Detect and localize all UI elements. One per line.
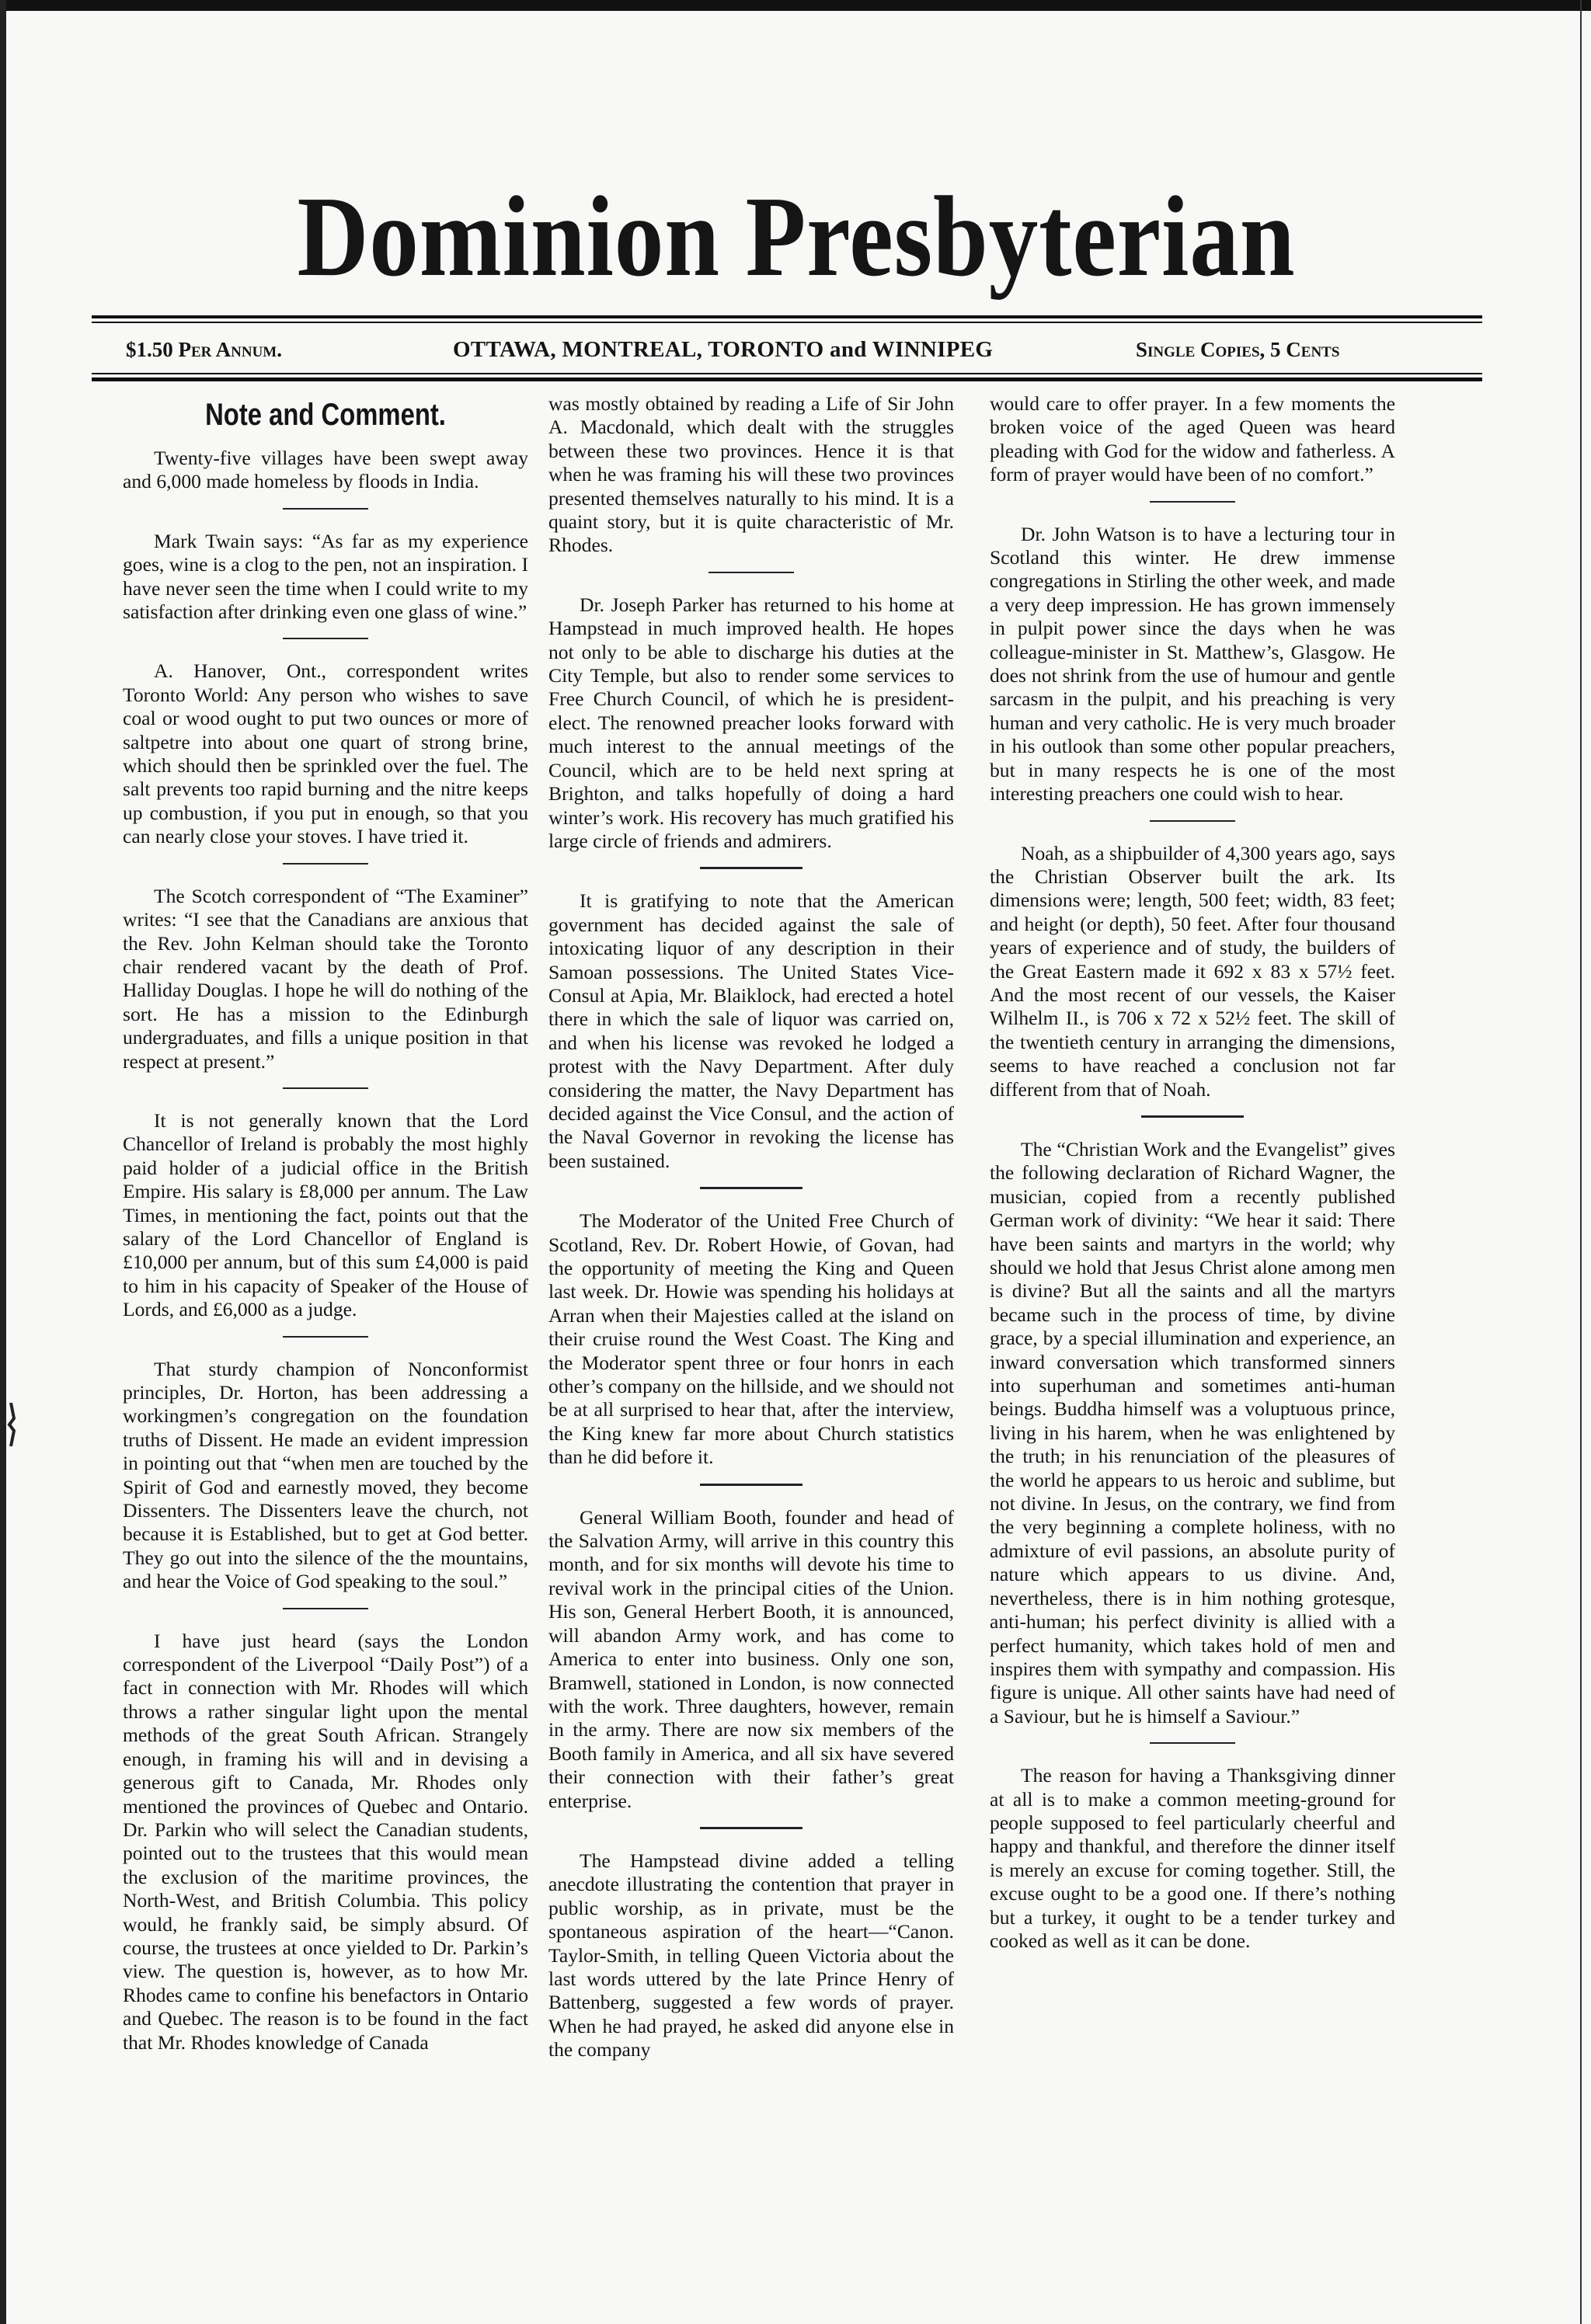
article-separator bbox=[1141, 1115, 1244, 1118]
subscription-price: $1.50 Per Annum. bbox=[126, 338, 282, 361]
article-paragraph: A. Hanover, Ont., correspondent writes Toronto World: Any person who wishes to save coal or wood ought to put two ounces or more of saltpetre into about one quart of strong brine, which should then be sprinkled over the fuel. The salt prevents too rapid burning and the nitre keeps up combustion, if you put in enough, so that you can nearly close your stoves. I have tried it. bbox=[123, 659, 528, 848]
article-paragraph: The Moderator of the United Free Church of Scotland, Rev. Dr. Robert Howie, of Govan, had the opportunity of meeting the King and Queen last week. Dr. Howie was spending his holidays at Arran when their Majesties called at the island on their cruise round the West Coast. The King and the Moderator spent three or four honrs in each other’s company on the hillside, and we should not be at all surprised to hear that, after the interview, the King knew far more about Church statistics than he did before it. bbox=[548, 1209, 954, 1469]
article-separator bbox=[283, 1087, 368, 1089]
article-paragraph: It is gratifying to note that the American government has decided against the sale of intoxicating liquor of any description in their Samoan possessions. The United States Vice-Consul at Apia, Mr. Blaiklock, had erected a hotel there in which the sale of liquor was carried on, and when his license was revoked he lodged a protest with the Navy Department. After duly considering the matter, the Navy Department has decided against the Vice Consul, and the action of the Naval Governor in revoking the license has been sustained. bbox=[548, 889, 954, 1172]
article-separator bbox=[283, 1336, 368, 1338]
article-paragraph: General William Booth, founder and head of the Salvation Army, will arrive in this country this month, and for six months will devote his time to revival work in the principal cities of the Union. His son, General Herbert Booth, it is announced, will abandon Army work, and has come to America to enter into business. Only one son, Bramwell, stationed in London, is now connected with the work. Three daughters, however, remain in the army. There are now six members of the Booth family in America, and all six have severed their connection with their father’s great enterprise. bbox=[548, 1505, 954, 1812]
article-separator bbox=[1150, 820, 1235, 822]
masthead-rule-bottom-thin bbox=[92, 373, 1482, 374]
article-separator bbox=[1150, 501, 1235, 503]
article-paragraph: Dr. John Watson is to have a lecturing tour in Scotland this winter. He drew immense congregations in Stirling the other week, and made a very deep impression. He has grown immensely in pulpit power since the days when he was colleague-minister in St. Matthew’s, Glasgow. He does not shrink from the use of humour and gentle sarcasm in the pulpit, and his preaching is very human and very catholic. He is very much broader in his outlook than some other popular preachers, but in many respects he is one of the most interesting preachers one could wish to hear. bbox=[990, 522, 1395, 805]
masthead-rule-top-thin bbox=[92, 322, 1482, 323]
single-copy-price: Single Copies, 5 Cents bbox=[1136, 338, 1340, 361]
article-paragraph: Twenty-five villages have been swept away and 6,000 made homeless by floods in India. bbox=[123, 447, 528, 493]
masthead-rule-top bbox=[92, 315, 1482, 318]
cities-line: OTTAWA, MONTREAL, TORONTO and WINNIPEG bbox=[453, 337, 994, 362]
article-separator bbox=[700, 1484, 802, 1486]
article-paragraph: Noah, as a shipbuilder of 4,300 years ago, says the Christian Observer built the ark. Its dimensions were; length, 500 feet; width, 83 feet; and height (or depth), 50 feet. After four thousand years of experience and of study, the builders of the Great Eastern made it 692 x 83 x 57½ feet. And the most recent of our vessels, the Kaiser Wilhelm II., is 706 x 72 x 52½ feet. The skill of the twentieth century in arranging the dimensions, seems to have reached a conclusion not far different from that of Noah. bbox=[990, 841, 1395, 1101]
section-heading: Note and Comment. bbox=[205, 398, 446, 432]
article-paragraph: Mark Twain says: “As far as my experience goes, wine is a clog to the pen, not an inspiration. I have never seen the time when I could write to my satisfaction after drinking even one glass of wine.” bbox=[123, 529, 528, 624]
article-separator bbox=[283, 508, 368, 510]
article-separator bbox=[283, 638, 368, 639]
article-separator bbox=[700, 867, 802, 869]
column-2 bbox=[548, 392, 954, 2202]
article-paragraph: The “Christian Work and the Evangelist” gives the following declaration of Richard Wagner, the musician, copied from a recently published German work of divinity: “We hear it said: There have been saints and martyrs in the world; why should we hold that Jesus Christ alone among men is divine? But all the saints and all the martyrs became such in the process of time, by divine grace, by a special illumination and experience, an inward conversation which transformed sinners into superhuman and sometimes anti-human beings. Buddha himself was a voluptuous prince, living in his harem, when he was enlightened by the truth; in his renunciation of the pleasures of the world he appears to us heroic and sublime, but not divine. In Jesus, on the contrary, we find from the very beginning a complete holiness, with no admixture of evil passions, an absolute purity of nature which appears to us divine. And, nevertheless, there is in him nothing grotesque, anti-human; his perfect divinity is allied with a perfect humanity, which takes hold of men and inspires them with sympathy and compassion. His figure is unique. All other saints have had need of a Saviour, but he is himself a Saviour.” bbox=[990, 1137, 1395, 1727]
margin-mark-icon bbox=[5, 1403, 17, 1446]
article-separator bbox=[283, 1608, 368, 1609]
article-separator bbox=[1150, 1742, 1235, 1744]
column-1 bbox=[123, 392, 528, 2202]
article-paragraph: The Scotch correspondent of “The Examiner” writes: “I see that the Canadians are anxious that the Rev. John Kelman should take the Toronto chair rendered vacant by the death of Prof. Halliday Douglas. I hope he will do nothing of the sort. He has a mission to the Edinburgh undergraduates, and fills a unique position in that respect at present.” bbox=[123, 884, 528, 1073]
article-separator bbox=[700, 1187, 802, 1189]
article-separator bbox=[708, 572, 794, 573]
top-border bbox=[0, 0, 1591, 11]
article-paragraph: would care to offer prayer. In a few moments the broken voice of the aged Queen was heard pleading with God for the widow and fatherless. A form of prayer would have been of no comfort.” bbox=[990, 392, 1395, 486]
article-separator bbox=[700, 1827, 802, 1829]
column-3 bbox=[990, 392, 1395, 2202]
article-paragraph: The reason for having a Thanksgiving dinner at all is to make a common meeting-ground for people supposed to feel particularly cheerful and happy and thankful, and therefore the dinner itself is merely an excuse for coming together. Still, the excuse ought to be a good one. If there’s nothing but a turkey, it ought to be a tender turkey and cooked as well as it can be done. bbox=[990, 1764, 1395, 1952]
article-paragraph: The Hampstead divine added a telling anecdote illustrating the contention that prayer in public worship, as in private, must be the spontaneous aspiration of the heart—“Canon. Taylor-Smith, in telling Queen Victoria about the last words uttered by the late Prince Henry of Battenberg, suggested a few words of prayer. When he had prayed, he asked did anyone else in the company bbox=[548, 1849, 954, 2061]
article-paragraph: It is not generally known that the Lord Chancellor of Ireland is probably the most highly paid holder of a judicial office in the British Empire. His salary is £8,000 per annum. The Law Times, in mentioning the fact, points out that the salary of the Lord Chancellor of England is £10,000 per annum, but of this sum £4,000 is paid to him in his capacity of Speaker of the House of Lords, and £6,000 as a judge. bbox=[123, 1108, 528, 1321]
article-paragraph: Dr. Joseph Parker has returned to his home at Hampstead in much improved health. He hopes not only to be able to discharge his duties at the City Temple, but also to render some services to Free Church Council, of which he is president-elect. The renowned preacher looks forward with much interest to the annual meetings of the Council, which are to be held next spring at Brighton, and talks hopefully of doing a hard winter’s work. His recovery has much gratified his large circle of friends and admirers. bbox=[548, 593, 954, 852]
article-paragraph: I have just heard (says the London correspondent of the Liverpool “Daily Post”) of a fact in connection with Mr. Rhodes will which throws a rather singular light upon the mental methods of the great South African. Strangely enough, in framing his will and in devising a generous gift to Canada, Mr. Rhodes only mentioned the provinces of Quebec and Ontario. Dr. Parkin who will select the Canadian students, pointed out to the trustees that this would mean the exclusion of the maritime provinces, the North-West, and British Columbia. This policy would, he frankly said, be simply absurd. Of course, the trustees at once yielded to Dr. Parkin’s view. The question is, however, as to how Mr. Rhodes came to confine his benefactors in Ontario and Quebec. The reason is to be found in the fact that Mr. Rhodes knowledge of Canada bbox=[123, 1629, 528, 2054]
article-paragraph: That sturdy champion of Nonconformist principles, Dr. Horton, has been addressing a workingmen’s congregation on the foundation truths of Dissent. He made an evident impression in pointing out that “when men are touched by the Spirit of God and earnestly moved, they become Dissenters. The Dissenters leave the church, not because it is Established, but to get at God better. They go out into the silence of the the mountains, and hear the Voice of God speaking to the soul.” bbox=[123, 1357, 528, 1593]
article-paragraph: was mostly obtained by reading a Life of Sir John A. Macdonald, which dealt with the struggles between these two provinces. Hence it is that when he was framing his will these two provinces presented themselves naturally to his mind. It is a quaint story, but it is quite characteristic of Mr. Rhodes. bbox=[548, 392, 954, 557]
right-border bbox=[1580, 0, 1582, 2324]
masthead-rule-bottom bbox=[92, 377, 1482, 381]
article-separator bbox=[283, 863, 368, 865]
masthead-title: Dominion Presbyterian bbox=[297, 173, 1296, 301]
left-border bbox=[0, 0, 6, 2324]
